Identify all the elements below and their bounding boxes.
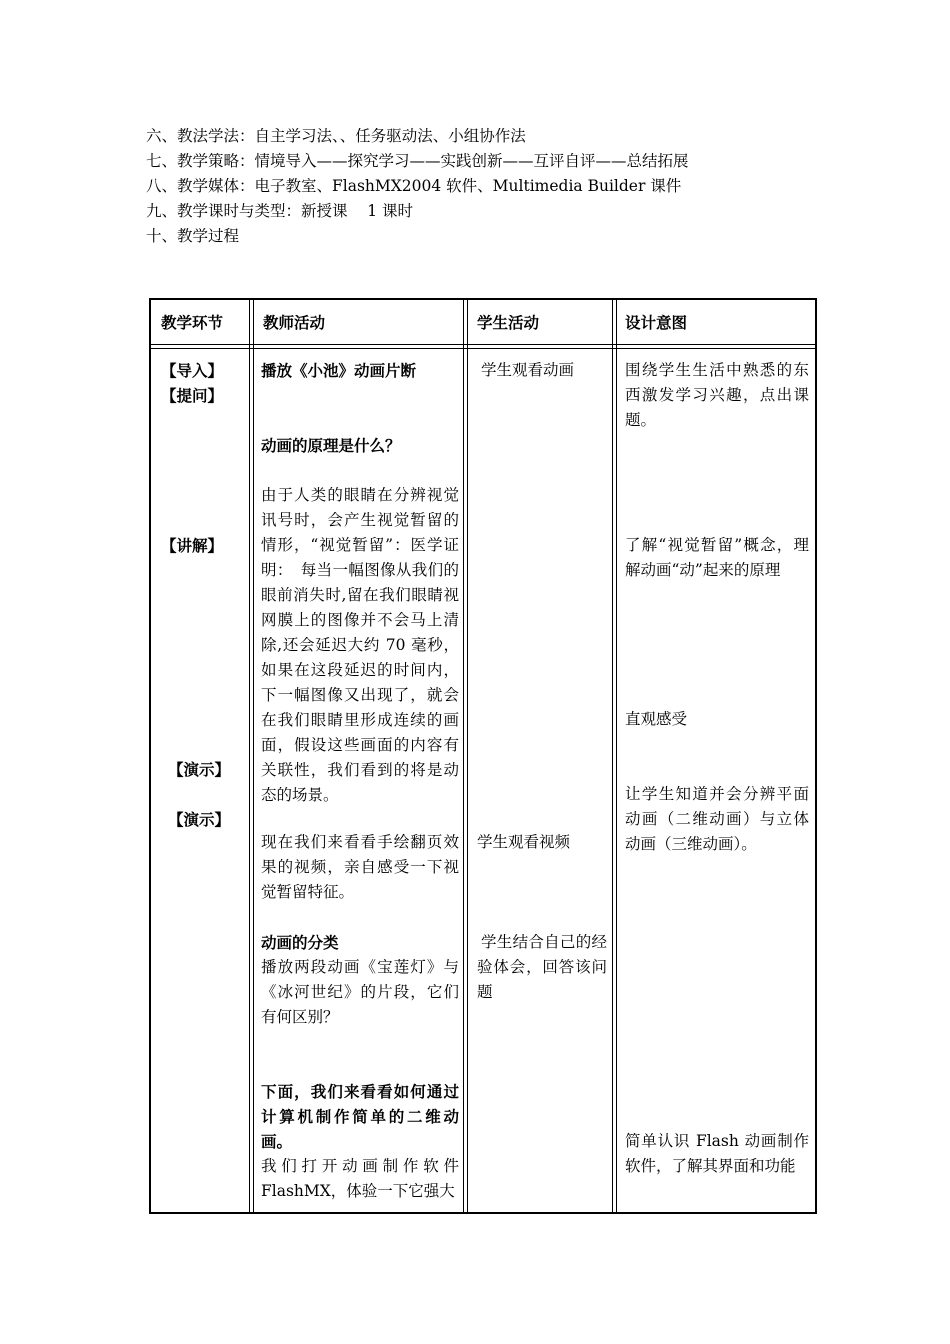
intro-line-strategy: 七、教学策略：情境导入——探究学习——实践创新——互评自评——总结拓展 bbox=[146, 152, 689, 170]
stage-intro: 【导入】 bbox=[161, 361, 224, 380]
header-student-activity: 学生活动 bbox=[477, 313, 540, 332]
teacher-classification-text: 播放两段动画《宝莲灯》与《冰河世纪》的片段，它们有何区别？ bbox=[261, 958, 459, 1026]
intent-persistence: 了解“视觉暂留”概念，理解动画“动”起来的原理 bbox=[625, 536, 809, 579]
teacher-explanation: 由于人类的眼睛在分辨视觉讯号时，会产生视觉暂留的情形，“视觉暂留”：医学证明： 每当一幅图像从我们的眼前消失时,留在我们眼睛视网膜上的图像并不会马上清除,还会延迟大约 70 毫秒，如果在这段延迟的时间内，下一幅图像又出现了，就会在我们眼睛里形成连续的画面，假设这些画面的内容有关联性，我们看到的将是动态的场景。 bbox=[261, 486, 459, 804]
stage-explain: 【讲解】 bbox=[161, 536, 224, 555]
intent-2d-3d: 让学生知道并会分辨平面动画（二维动画）与立体动画（三维动画）。 bbox=[625, 785, 809, 853]
column-divider bbox=[249, 300, 250, 1212]
intent-flash: 简单认识 Flash 动画制作软件，了解其界面和功能 bbox=[625, 1132, 809, 1175]
intro-line-process: 十、教学过程 bbox=[146, 227, 240, 245]
teacher-question: 动画的原理是什么？ bbox=[261, 436, 401, 455]
teacher-video: 现在我们来看看手绘翻页效果的视频，亲自感受一下视觉暂留特征。 bbox=[261, 833, 459, 901]
header-stage: 教学环节 bbox=[161, 313, 224, 332]
intent-interest: 围绕学生生活中熟悉的东西激发学习兴趣，点出课题。 bbox=[625, 361, 809, 429]
stage-question: 【提问】 bbox=[161, 386, 224, 405]
header-teacher-activity: 教师活动 bbox=[263, 313, 326, 332]
student-answer: 学生结合自己的经验体会，回答该问题 bbox=[477, 933, 607, 1001]
header-divider bbox=[151, 348, 815, 349]
teacher-2d-intro: 下面，我们来看看如何通过计算机制作简单的二维动画。 bbox=[261, 1082, 459, 1151]
column-divider bbox=[463, 300, 464, 1212]
header-design-intent: 设计意图 bbox=[625, 313, 688, 332]
intro-section bbox=[146, 124, 689, 249]
column-divider bbox=[612, 300, 613, 1212]
column-divider bbox=[467, 300, 468, 1212]
teacher-play-clip: 播放《小池》动画片断 bbox=[261, 361, 417, 380]
teacher-open-flash: 我们打开动画制作软件 FlashMX，体验一下它强大 bbox=[261, 1157, 459, 1200]
stage-demo-2: 【演示】 bbox=[168, 810, 231, 829]
teaching-process-table bbox=[149, 298, 817, 1214]
column-divider bbox=[253, 300, 254, 1212]
header-divider bbox=[151, 344, 815, 345]
intent-intuition: 直观感受 bbox=[625, 710, 688, 728]
intro-line-media: 八、教学媒体：电子教室、FlashMX2004 软件、Multimedia Builder 课件 bbox=[146, 177, 682, 195]
student-watch-animation: 学生观看动画 bbox=[481, 361, 575, 379]
teacher-classification-title: 动画的分类 bbox=[261, 933, 339, 952]
column-divider bbox=[616, 300, 617, 1212]
intro-line-hours: 九、教学课时与类型：新授课 1 课时 bbox=[146, 202, 413, 220]
stage-demo-1: 【演示】 bbox=[168, 760, 231, 779]
student-watch-video: 学生观看视频 bbox=[477, 833, 571, 851]
intro-line-methods: 六、教法学法：自主学习法、、任务驱动法、小组协作法 bbox=[146, 127, 526, 145]
